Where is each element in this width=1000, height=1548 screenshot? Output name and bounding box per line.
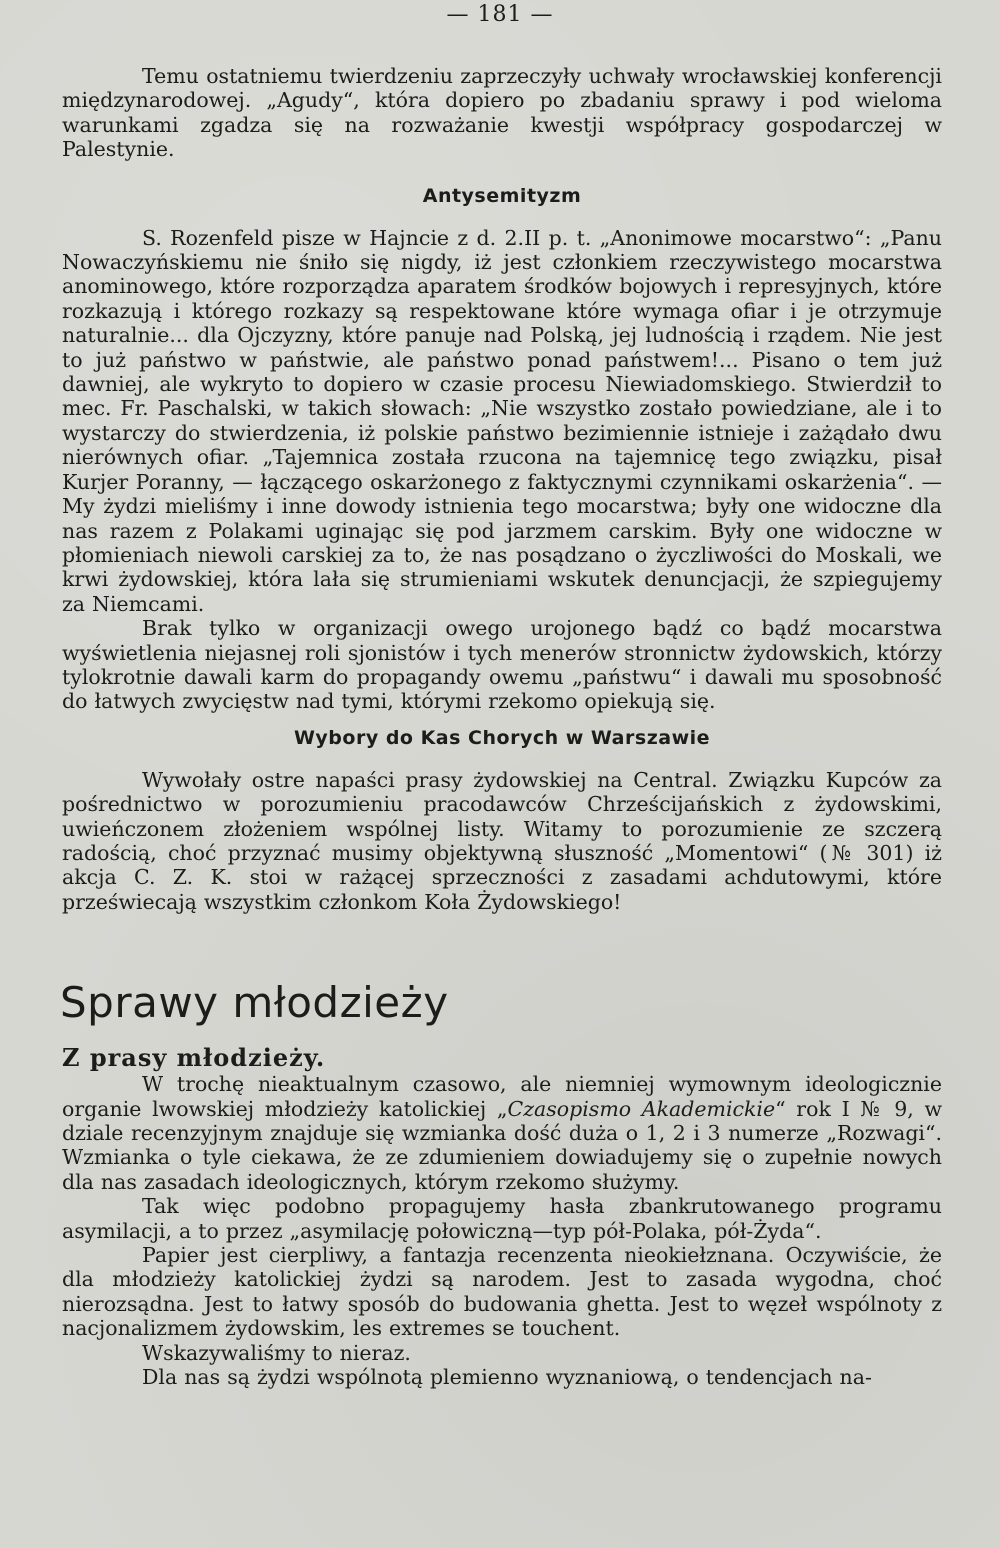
youth-paragraph-1-text-b: “ rok I № 9, w dziale recenzyjnym znajduje się wzmianka dość duża o 1, 2 i 3 numerze „Rozwagi“. Wzmianka o tyle ciekawa, że ze zdumieniem dowiadujemy się o zupełnie nowych dla nas zasadach ideologicznych, którym rzekomo służymy. (62, 1096, 943, 1194)
youth-paragraph-2: Tak więc podobno propagujemy hasła zbankrutowanego programu asymilacji, a to przez „asymilację połowiczną—typ pół-Polaka, pół-Żyda“. (62, 1194, 942, 1243)
youth-paragraph-4: Wskazywaliśmy to nieraz. (142, 1340, 411, 1365)
intro-paragraph: Temu ostatniemu twierdzeniu zaprzeczyły uchwały wrocławskiej konferencji międzynarodowej. „Agudy“, która dopiero po zbadaniu sprawy i pod wieloma warunkami zgadza się na rozważanie kwestji współpracy gospodarczej w Palestynie. (62, 64, 942, 162)
journal-title: Czasopismo Akademickie (507, 1096, 776, 1121)
youth-paragraph-1 (62, 1072, 942, 1194)
section-heading-elections: Wybory do Kas Chorych w Warszawie (293, 726, 711, 749)
elections-paragraph: Wywołały ostre napaści prasy żydowskiej na Central. Związku Kupców za pośrednictwo w porozumieniu pracodawców Chrześcijańskich z żydowskimi, uwieńczonem złożeniem wspólnej listy. Witamy to porozumienie ze szczerą radością, choć przyznać musimy objektywną słuszność „Momentowi“ (№ 301) iż akcja C. Z. K. stoi w rażącej sprzeczności z zasadami achdutowymi, które przeświecają wszystkim członkom Koła Żydowskiego! (62, 767, 942, 914)
antisemitism-paragraph-1: S. Rozenfeld pisze w Hajncie z d. 2.II p. t. „Anonimowe mocarstwo“: „Panu Nowaczyńskiemu nie śniło się nigdy, iż jest członkiem rzeczywistego mocarstwa anominowego, które rozporządza aparatem środków bojowych i represyjnych, które rozkazują i którego rozkazy są respektowane które wymaga ofiar i je otrzymuje naturalnie... dla Ojczyzny, które panuje nad Polską, jej ludnością i rządem. Nie jest to już państwo w państwie, ale państwo ponad państwem!... Pisano o tem już dawniej, ale wykryto to dopiero w czasie procesu Niewiadomskiego. Stwierdził to mec. Fr. Paschalski, w takich słowach: „Nie wszystko zostało powiedziane, ale i to wystarczy do stwierdzenia, iż polskie państwo bezimiennie istnieje i zażądało dwu nierównych ofiar. „Tajemnica została rzucona na tajemnicę tego związku, pisał Kurjer Poranny, — łączącego oskarżonego z faktycznymi czynnikami oskarżenia“. — My żydzi mieliśmy i inne dowody istnienia tego mocarstwa; były one widoczne dla nas razem z Polakami uginając się pod jarzmem carskim. Były one widoczne w płomieniach niewoli carskiej za to, że nas posądzano o życzliwości do Moskali, we krwi żydowskiej, która lała się strumieniami wskutek denuncjacji, że szpiegujemy za Niemcami. (62, 225, 942, 616)
page-number: — 181 — (446, 2, 554, 27)
youth-paragraph-1-text-a: W trochę nieaktualnym czasowo, ale niemniej wymownym ideologicznie organie lwowskiej młodzieży katolickiej „ (62, 1072, 942, 1121)
section-title-youth: Sprawy młodzieży (60, 978, 449, 1028)
youth-paragraph-5: Dla nas są żydzi wspólnotą plemienno wyznaniową, o tendencjach na- (142, 1365, 872, 1390)
section-heading-antisemitism: Antysemityzm (422, 184, 582, 207)
antisemitism-paragraph-2: Brak tylko w organizacji owego urojonego bądź co bądź mocarstwa wyświetlenia niejasnej roli sjonistów i tych menerów stronnictw żydowskich, którzy tylokrotnie dawali karm do propagandy owemu „państwu“ i dawali mu sposobność do łatwych zwycięstw nad tymi, którymi rzekomo opiekują się. (62, 616, 942, 714)
page-content (62, 64, 942, 1389)
subsection-title-youth-press: Z prasy młodzieży. (62, 1043, 326, 1073)
youth-paragraph-3: Papier jest cierpliwy, a fantazja recenzenta nieokiełznana. Oczywiście, że dla młodzieży katolickiej żydzi są narodem. Jest to zasada wygodna, choć nierozsądna. Jest to łatwy sposób do budowania ghetta. Jest to węzeł wspólnoty z nacjonalizmem żydowskim, les extremes se touchent. (62, 1243, 942, 1341)
